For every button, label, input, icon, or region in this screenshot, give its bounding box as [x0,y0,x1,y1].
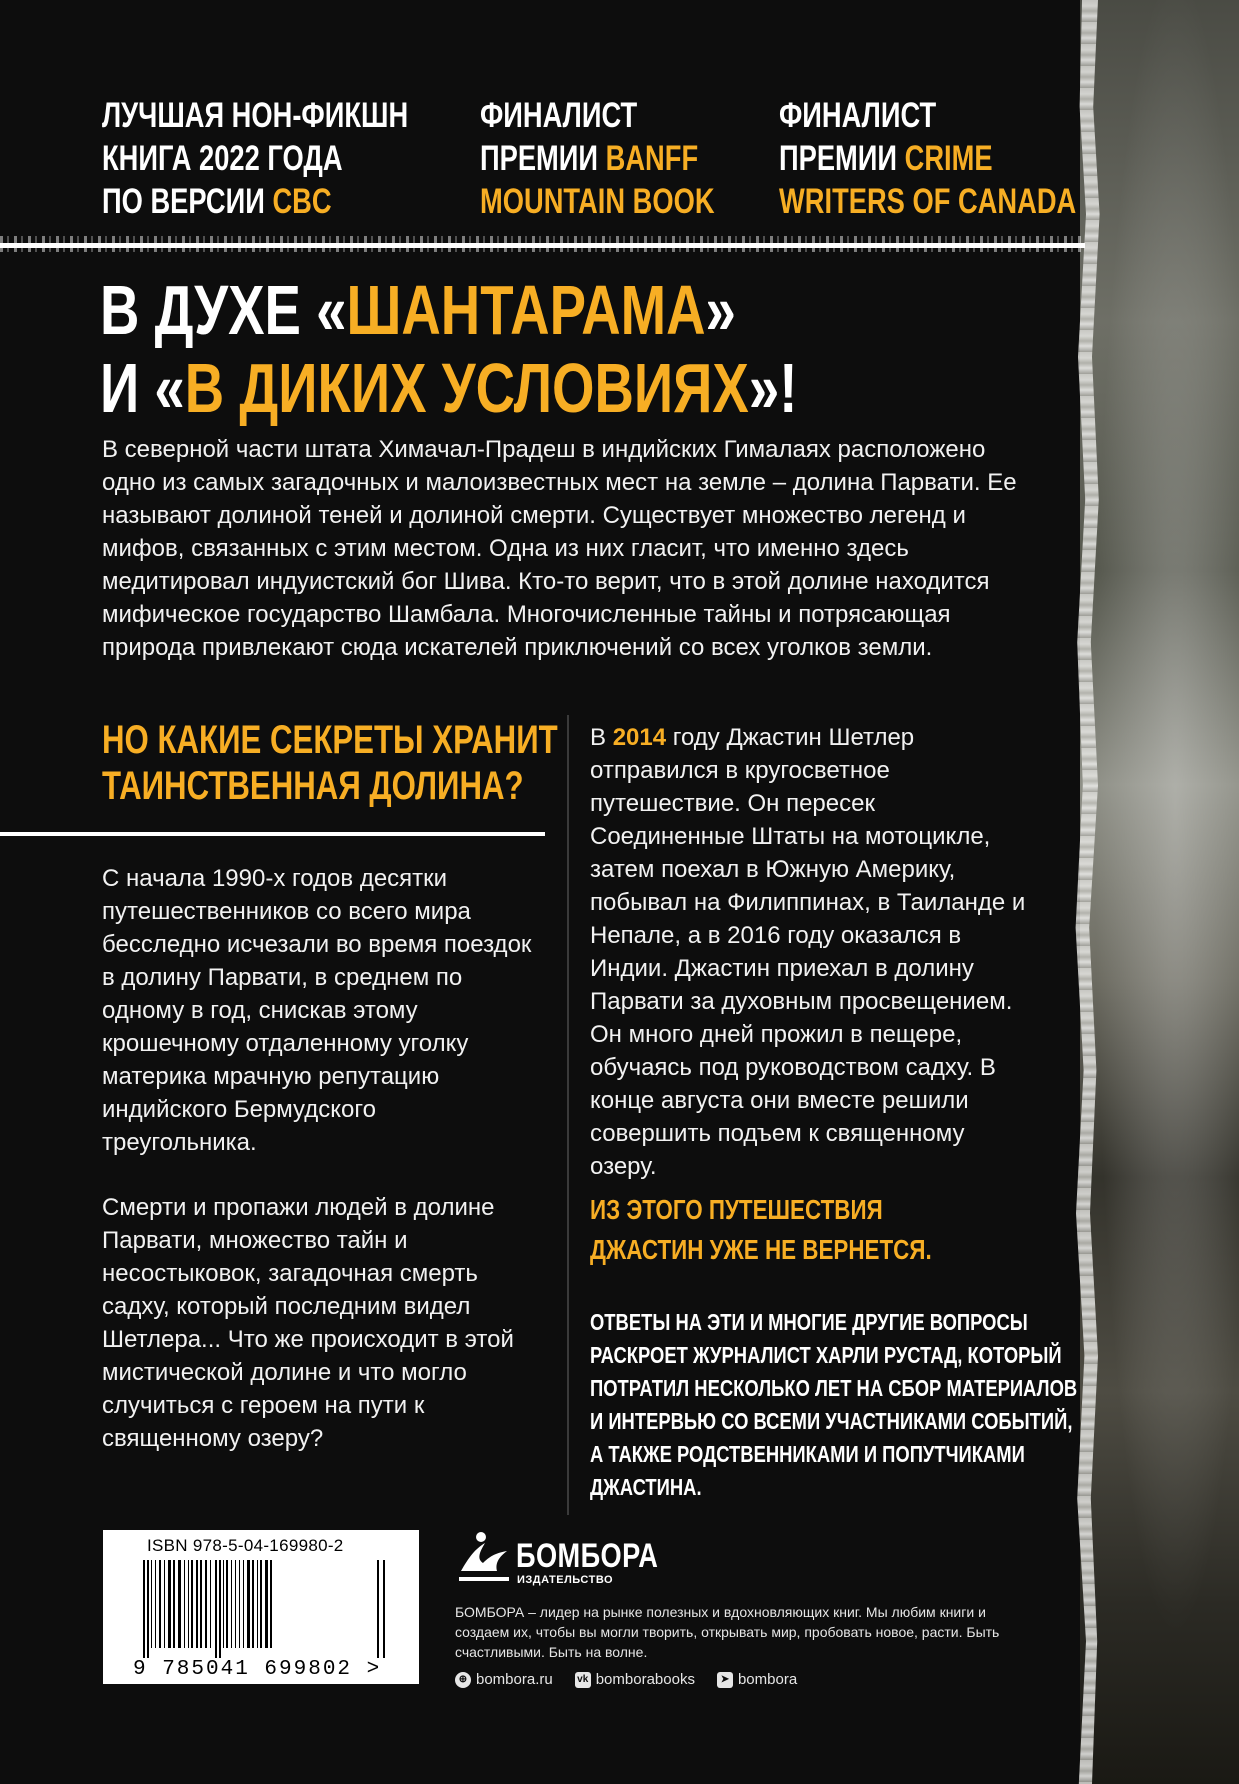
answers-line: ОТВЕТЫ НА ЭТИ И МНОГИЕ ДРУГИЕ ВОПРОСЫ [590,1309,1028,1335]
left-paragraph-2: Смерти и пропажи людей в долине Парвати, множество тайн и несостыковок, загадочная смерть садху, который последним видел Шетлера... Что же происходит в этой мистической долине и что могло случиться с героем на пути к священному озеру? [102,1194,514,1452]
award-cbc [102,94,408,223]
left-column [102,862,532,1487]
vk-icon: vk [575,1672,591,1688]
barcode-bar [168,1560,171,1648]
publisher-name: БОМБОРА [516,1537,659,1575]
question-heading: НО КАКИЕ СЕКРЕТЫ ХРАНИТ ТАИНСТВЕННАЯ ДОЛИНА? [102,718,558,808]
award-line: WRITERS OF CANADA [779,182,1077,221]
isbn-text: ISBN 978-5-04-169980-2 [147,1536,344,1555]
barcode-bar [184,1560,185,1648]
barcode-bar [383,1560,385,1658]
barcode-bar [231,1560,232,1648]
barcode-bar [257,1560,258,1648]
barcode-bar [270,1560,272,1648]
left-paragraph-1: С начала 1990-х годов десятки путешественников со всего мира бесследно исчезали во время поездок в долину Парвати, в среднем по одному в год, снискав этому крошечному отдаленному уголку материка мрачную репутацию индийского Бермудского треугольника. [102,865,532,1156]
barcode-bar [164,1560,165,1648]
right-paragraph: В 2014 году Джастин Шетлер отправился в кругосветное путешествие. Он пересек Соединенные Штаты на мотоцикле, затем поехал в Южную Америку, побывал на Филиппинах, в Таиланде и Непале, а в 2016 году оказался в Индии. Джастин приехал в долину Парвати за духовным просвещением. Он много дней прожил в пещере, обучаясь под руководством садху. В конце августа они вместе решили совершить подъем к священному озеру. [590,724,1026,1180]
answers-line: ДЖАСТИНА. [590,1474,702,1500]
barcode-bar [219,1560,221,1658]
barcode-digits: 9 785041 699802 > [133,1658,382,1681]
forest-photo-strip [1080,0,1239,1784]
award-line: MOUNTAIN BOOK [480,182,715,221]
barcode-bar [196,1560,198,1648]
barcode-bar [178,1560,181,1648]
barcode-bar [252,1560,254,1648]
barcode-bar [239,1560,240,1648]
globe-icon: ⊕ [455,1672,471,1688]
barcode-bar [205,1560,207,1648]
social-links [455,1671,797,1688]
award-line: ЛУЧШАЯ НОН-ФИКШН [102,96,409,135]
barcode-bar [243,1560,244,1648]
award-line: ПРЕМИИ BANFF [480,139,699,178]
social-label: bombora [737,1671,798,1688]
barcode-bar [226,1560,228,1648]
publisher-description: БОМБОРА – лидер на рынке полезных и вдохновляющих книг. Мы любим книги и создаем их, чтобы вы могли творить, открывать мир, пробовать новое, расти. Быть счастливыми. Быть на волне. [455,1604,1000,1660]
barcode-bar [260,1560,262,1648]
barcode-bar [265,1560,268,1648]
barcode-label [103,1530,419,1684]
telegram-icon: ➤ [717,1672,733,1688]
social-link[interactable] [575,1671,695,1688]
barcode-bar [235,1560,236,1648]
headline-accent-1: ШАНТАРАМА [346,271,706,349]
barcode-bar [188,1560,189,1648]
answers-line: РАСКРОЕТ ЖУРНАЛИСТ ХАРЛИ РУСТАД, КОТОРЫЙ [590,1342,1062,1368]
publisher-subtitle: ИЗДАТЕЛЬСТВО [517,1574,614,1586]
barcode-bar [247,1560,250,1648]
award-line: ПО ВЕРСИИ CBC [102,182,332,221]
social-link[interactable] [717,1671,797,1688]
barcode-bar [173,1560,175,1648]
award-line: ФИНАЛИСТ [779,96,937,135]
intro-paragraph: В северной части штата Химачал-Прадеш в индийских Гималаях расположено одно из самых загадочных и малоизвестных мест на земле – долина Парвати. Ее называют долиной теней и долиной смерти. Существует множество легенд и мифов, связанных с этим местом. Одна из них гласит, что именно здесь медитировал индуистский бог Шива. Кто-то верит, что в этой долине находится мифическое государство Шамбала. Многочисленные тайны и потрясающая природа привлекают сюда искателей приключений со всех уголков земли. [102,436,1017,661]
teaser-text: ИЗ ЭТОГО ПУТЕШЕСТВИЯ ДЖАСТИН УЖЕ НЕ ВЕРНЕТСЯ. [590,1194,932,1265]
award-line: ФИНАЛИСТ [480,96,638,135]
award-crime-writers [779,94,1076,223]
barcode-bar [223,1560,224,1648]
bombora-logo-icon [455,1527,515,1587]
barcode-bar [151,1560,152,1648]
answers-line: А ТАКЖЕ РОДСТВЕННИКАМИ И ПОПУТЧИКАМИ [590,1441,1025,1467]
answers-text [590,1306,1077,1504]
barcode-bar [147,1560,149,1658]
divider-line-question [0,832,545,836]
divider-line-top [0,243,1085,248]
social-link[interactable] [455,1671,553,1688]
social-label: bomborabooks [595,1671,695,1688]
answers-line: ПОТРАТИЛ НЕСКОЛЬКО ЛЕТ НА СБОР МАТЕРИАЛОВ [590,1375,1078,1401]
barcode-bar [191,1560,193,1648]
award-line: КНИГА 2022 ГОДА [102,139,343,178]
award-line: ПРЕМИИ CRIME [779,139,993,178]
answers-line: И ИНТЕРВЬЮ СО ВСЕМИ УЧАСТНИКАМИ СОБЫТИЙ, [590,1408,1073,1434]
social-label: bombora.ru [476,1671,553,1688]
right-column [590,721,1030,1183]
barcode-bar [377,1560,379,1658]
barcode-bar [215,1560,217,1658]
headline-line-2: И «В ДИКИХ УСЛОВИЯХ»! [100,349,798,427]
barcode-bar [143,1560,145,1658]
barcode-bar [159,1560,161,1648]
year-highlight: 2014 [612,724,667,751]
barcode-bars [139,1560,389,1658]
barcode-bar [200,1560,202,1648]
column-divider [567,715,569,1515]
barcode-bar [210,1560,211,1648]
award-banff [480,94,715,223]
headline-line-1: В ДУХЕ «ШАНТАРАМА» [100,271,736,349]
headline-accent-2: В ДИКИХ УСЛОВИЯХ [184,349,749,427]
barcode-bar [155,1560,156,1648]
